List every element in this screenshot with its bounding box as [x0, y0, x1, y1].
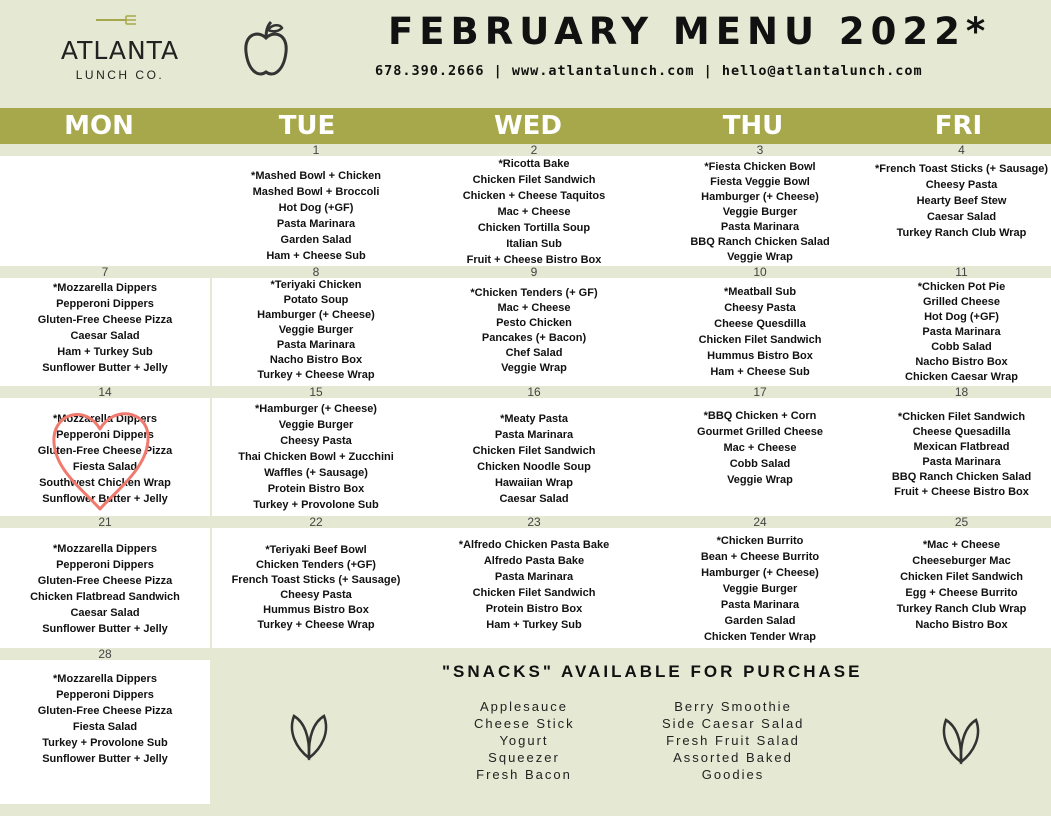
day-header-mon: MON [64, 111, 134, 141]
menu-item: Caesar Salad [499, 493, 569, 505]
calendar-day-cell [872, 266, 1051, 386]
menu-item: Hamburger (+ Cheese) [701, 567, 819, 579]
menu-item: Hearty Beef Stew [916, 195, 1007, 207]
day-number: 4 [872, 144, 1051, 156]
menu-item: Nacho Bistro Box [915, 619, 1008, 631]
menu-item: *Meaty Pasta [500, 413, 568, 425]
day-number: 21 [0, 516, 210, 528]
calendar-day-cell [0, 386, 210, 516]
calendar-day-cell [420, 516, 648, 648]
menu-item: Hawaiian Wrap [494, 477, 574, 489]
menu-item: Pepperoni Dippers [56, 559, 154, 571]
calendar-cell-empty [0, 156, 212, 266]
menu-item: Caesar Salad [70, 607, 140, 619]
snack-item: Cheese Stick [474, 716, 575, 731]
menu-item: Fruit + Cheese Bistro Box [894, 486, 1029, 498]
menu-item: Ham + Turkey Sub [486, 619, 582, 631]
snack-item: Goodies [701, 767, 765, 782]
day-number: 15 [212, 386, 420, 398]
calendar-day-cell [212, 386, 420, 516]
menu-item: *French Toast Sticks (+ Sausage) [874, 163, 1049, 175]
company-logo [40, 14, 200, 86]
menu-item: Cobb Salad [931, 341, 992, 353]
menu-item: *Alfredo Chicken Pasta Bake [458, 539, 610, 551]
menu-item: Gluten-Free Cheese Pizza [37, 705, 173, 717]
menu-item: *Hamburger (+ Cheese) [255, 403, 377, 415]
menu-item: Chicken Caesar Wrap [905, 371, 1018, 383]
menu-item: Veggie Burger [278, 419, 354, 431]
menu-item-list [872, 410, 1051, 500]
calendar-day-cell [212, 144, 420, 266]
day-number: 24 [648, 516, 872, 528]
day-number: 18 [872, 386, 1051, 398]
snacks-column-1 [474, 698, 574, 783]
calendar-day-cell [212, 266, 420, 386]
calendar-day-cell [648, 386, 872, 516]
menu-item: *Chicken Burrito [716, 535, 804, 547]
menu-item: Cheesy Pasta [280, 589, 352, 601]
menu-item: Pepperoni Dippers [56, 298, 154, 310]
menu-item-list [648, 284, 872, 380]
menu-item: Veggie Burger [278, 324, 354, 336]
calendar-day-cell [872, 516, 1051, 648]
calendar-day-cell [212, 516, 420, 648]
menu-item: Potato Soup [283, 294, 349, 306]
menu-item: Veggie Burger [722, 206, 798, 218]
calendar-day-cell [0, 516, 210, 648]
menu-item: *Chicken Tenders (+ GF) [470, 287, 598, 299]
menu-item-list [648, 160, 872, 265]
menu-item: Turkey Ranch Club Wrap [896, 227, 1027, 239]
menu-item: Italian Sub [506, 238, 562, 250]
menu-item-list [420, 156, 648, 268]
menu-item: Nacho Bistro Box [915, 356, 1008, 368]
menu-item: *Ricotta Bake [498, 158, 570, 170]
menu-item: Pepperoni Dippers [56, 689, 154, 701]
menu-item: Hummus Bistro Box [707, 350, 813, 362]
calendar-day-cell [648, 516, 872, 648]
snacks-title: "SNACKS" AVAILABLE FOR PURCHASE [442, 662, 863, 681]
menu-item: *Mac + Cheese [922, 539, 1001, 551]
menu-item: Southwest Chicken Wrap [39, 477, 171, 489]
menu-item: Fiesta Veggie Bowl [710, 176, 810, 188]
day-number: 9 [420, 266, 648, 278]
menu-item: Gluten-Free Cheese Pizza [37, 314, 173, 326]
menu-item: Pancakes (+ Bacon) [481, 332, 587, 344]
menu-item: Gourmet Grilled Cheese [697, 426, 823, 438]
snack-item: Yogurt [499, 733, 549, 748]
snack-item: Fresh Fruit Salad [666, 733, 800, 748]
menu-item: Veggie Wrap [727, 474, 793, 486]
menu-item: Chicken Filet Sandwich [472, 174, 596, 186]
menu-item: Hummus Bistro Box [263, 604, 369, 616]
menu-item: *Chicken Filet Sandwich [897, 411, 1026, 423]
logo-subtitle: LUNCH CO. [75, 68, 165, 82]
menu-item: Veggie Wrap [501, 362, 567, 374]
day-number: 16 [420, 386, 648, 398]
calendar-day-cell [420, 266, 648, 386]
menu-item-list [872, 537, 1051, 633]
menu-item: Turkey + Cheese Wrap [257, 619, 375, 631]
menu-item: Mac + Cheese [497, 302, 571, 314]
day-header-thu: THU [722, 111, 784, 141]
day-number: 10 [648, 266, 872, 278]
menu-item: Hot Dog (+GF) [278, 202, 354, 214]
menu-item-list [648, 408, 872, 488]
menu-item: Turkey + Provolone Sub [42, 737, 168, 749]
menu-item: Mexican Flatbread [913, 441, 1010, 453]
snack-item: Berry Smoothie [674, 699, 792, 714]
day-number: 11 [872, 266, 1051, 278]
menu-item: Caesar Salad [70, 330, 140, 342]
menu-item-list [0, 671, 210, 767]
leaf-icon [286, 702, 332, 762]
menu-item: Cheese Quesdilla [714, 318, 806, 330]
menu-item: Grilled Cheese [922, 296, 1001, 308]
day-number: 17 [648, 386, 872, 398]
menu-item: Chicken Noodle Soup [477, 461, 591, 473]
menu-item: Cheesy Pasta [280, 435, 352, 447]
menu-item: *Fiesta Chicken Bowl [704, 161, 816, 173]
menu-item-list [872, 280, 1051, 385]
menu-item: Fruit + Cheese Bistro Box [466, 254, 602, 266]
menu-item: Pesto Chicken [496, 317, 572, 329]
leaf-icon [938, 706, 984, 766]
fork-icon [96, 14, 144, 26]
calendar-day-cell [648, 144, 872, 266]
logo-name: ATLANTA [60, 36, 180, 65]
menu-item-list [420, 411, 648, 507]
menu-item: Pasta Marinara [720, 599, 800, 611]
contact-info: 678.390.2666 | www.atlantalunch.com | hello@atlantalunch.com [375, 63, 923, 79]
menu-item: Veggie Burger [722, 583, 798, 595]
menu-item: Thai Chicken Bowl + Zucchini [238, 451, 394, 463]
menu-item: *Teriyaki Beef Bowl [265, 544, 367, 556]
calendar-day-cell [648, 266, 872, 386]
day-header-tue: TUE [278, 111, 336, 141]
menu-item: Pepperoni Dippers [56, 429, 154, 441]
calendar-day-cell [420, 144, 648, 266]
menu-item: *Mozzarella Dippers [53, 413, 157, 425]
menu-item: Garden Salad [280, 234, 352, 246]
menu-item: Waffles (+ Sausage) [264, 467, 368, 479]
menu-item: Gluten-Free Cheese Pizza [37, 575, 173, 587]
menu-item: BBQ Ranch Chicken Salad [690, 236, 830, 248]
calendar-day-cell [0, 648, 210, 804]
menu-item: Caesar Salad [926, 211, 997, 223]
menu-item: Cheesy Pasta [724, 302, 796, 314]
menu-item: *Mozzarella Dippers [53, 673, 157, 685]
menu-item: *Meatball Sub [723, 286, 797, 298]
menu-item: BBQ Ranch Chicken Salad [891, 471, 1032, 483]
menu-item: Chicken Tortilla Soup [477, 222, 591, 234]
menu-item: Hamburger (+ Cheese) [257, 309, 375, 321]
day-number: 25 [872, 516, 1051, 528]
page-title: FEBRUARY MENU 2022* [388, 10, 992, 53]
day-number: 14 [0, 386, 210, 398]
menu-item: Gluten-Free Cheese Pizza [37, 445, 173, 457]
menu-item: *Teriyaki Chicken [270, 279, 362, 291]
menu-item-list [212, 543, 420, 633]
menu-item: Pasta Marinara [276, 339, 356, 351]
menu-item: Sunflower Butter + Jelly [42, 753, 168, 765]
menu-item: Hot Dog (+GF) [924, 311, 999, 323]
menu-item: French Toast Sticks (+ Sausage) [231, 574, 401, 586]
menu-item: *Mozzarella Dippers [53, 282, 157, 294]
menu-item: Alfredo Pasta Bake [483, 555, 585, 567]
weekday-header-bar [0, 108, 1051, 144]
menu-item-list [420, 286, 648, 376]
snack-item: Squeezer [488, 750, 560, 765]
menu-item: Cheese Quesadilla [912, 426, 1011, 438]
day-number: 1 [212, 144, 420, 156]
snack-item: Fresh Bacon [476, 767, 572, 782]
menu-item-list [648, 533, 872, 645]
menu-item: Pasta Marinara [494, 429, 574, 441]
menu-item: Sunflower Butter + Jelly [42, 623, 168, 635]
day-number: 23 [420, 516, 648, 528]
day-header-fri: FRI [934, 111, 983, 141]
menu-item: Pasta Marinara [922, 456, 1001, 468]
menu-item: Mac + Cheese [723, 442, 797, 454]
menu-item-list [420, 537, 648, 633]
day-number: 3 [648, 144, 872, 156]
calendar-day-cell [0, 266, 210, 386]
menu-item-list [212, 401, 420, 513]
menu-item: Veggie Wrap [727, 251, 793, 263]
menu-item: Ham + Cheese Sub [266, 250, 366, 262]
menu-item-list [0, 411, 210, 507]
menu-item: Fiesta Salad [72, 721, 138, 733]
menu-item: Mashed Bowl + Broccoli [252, 186, 380, 198]
menu-item: Turkey Ranch Club Wrap [896, 603, 1027, 615]
menu-item: Protein Bistro Box [485, 603, 583, 615]
menu-item-list [0, 280, 210, 376]
menu-item: Egg + Cheese Burrito [905, 587, 1018, 599]
calendar-day-cell [872, 386, 1051, 516]
menu-item: Garden Salad [724, 615, 796, 627]
snack-item: Assorted Baked [673, 750, 793, 765]
day-number: 7 [0, 266, 210, 278]
menu-item: Chicken Tenders (+GF) [256, 559, 376, 571]
menu-item: *Mashed Bowl + Chicken [251, 170, 381, 182]
calendar-day-cell [872, 144, 1051, 266]
menu-item: Pasta Marinara [494, 571, 574, 583]
menu-item: Chicken Filet Sandwich [472, 445, 596, 457]
menu-item: Mac + Cheese [497, 206, 571, 218]
snacks-column-2 [662, 698, 804, 783]
snack-item: Side Caesar Salad [662, 716, 805, 731]
day-number: 8 [212, 266, 420, 278]
menu-item-list [0, 541, 210, 637]
menu-item: Bean + Cheese Burrito [700, 551, 820, 563]
menu-item: Ham + Turkey Sub [57, 346, 153, 358]
menu-item: Hamburger (+ Cheese) [701, 191, 819, 203]
menu-item: Chicken Tender Wrap [703, 631, 817, 643]
menu-item-list [212, 168, 420, 264]
day-number: 28 [0, 648, 210, 660]
menu-item: Pasta Marinara [720, 221, 800, 233]
snack-item: Applesauce [480, 699, 568, 714]
apple-icon [238, 20, 294, 82]
menu-item: Nacho Bistro Box [269, 354, 363, 366]
menu-item: *BBQ Chicken + Corn [703, 410, 817, 422]
day-number: 22 [212, 516, 420, 528]
menu-item: Fiesta Salad [72, 461, 138, 473]
menu-item: Chef Salad [505, 347, 563, 359]
calendar-day-cell [420, 386, 648, 516]
menu-item: Pasta Marinara [276, 218, 356, 230]
menu-item: Turkey + Provolone Sub [253, 499, 379, 511]
menu-item: *Chicken Pot Pie [917, 281, 1006, 293]
menu-item: Sunflower Butter + Jelly [42, 362, 168, 374]
menu-item: Chicken Flatbread Sandwich [30, 591, 180, 603]
menu-item: Cobb Salad [729, 458, 791, 470]
menu-item-list [872, 161, 1051, 241]
menu-item: Cheeseburger Mac [912, 555, 1011, 567]
menu-item: Protein Bistro Box [267, 483, 365, 495]
menu-item: *Mozzarella Dippers [53, 543, 157, 555]
menu-item: Sunflower Butter + Jelly [42, 493, 168, 505]
menu-item: Chicken Filet Sandwich [472, 587, 596, 599]
day-number: 2 [420, 144, 648, 156]
menu-item: Chicken Filet Sandwich [698, 334, 822, 346]
menu-item: Ham + Cheese Sub [710, 366, 810, 378]
day-header-wed: WED [493, 111, 563, 141]
menu-item: Pasta Marinara [922, 326, 1001, 338]
menu-item: Cheesy Pasta [925, 179, 998, 191]
menu-item: Turkey + Cheese Wrap [257, 369, 375, 381]
menu-item: Chicken + Cheese Taquitos [462, 190, 606, 202]
menu-item: Chicken Filet Sandwich [900, 571, 1023, 583]
menu-item-list [212, 278, 420, 383]
